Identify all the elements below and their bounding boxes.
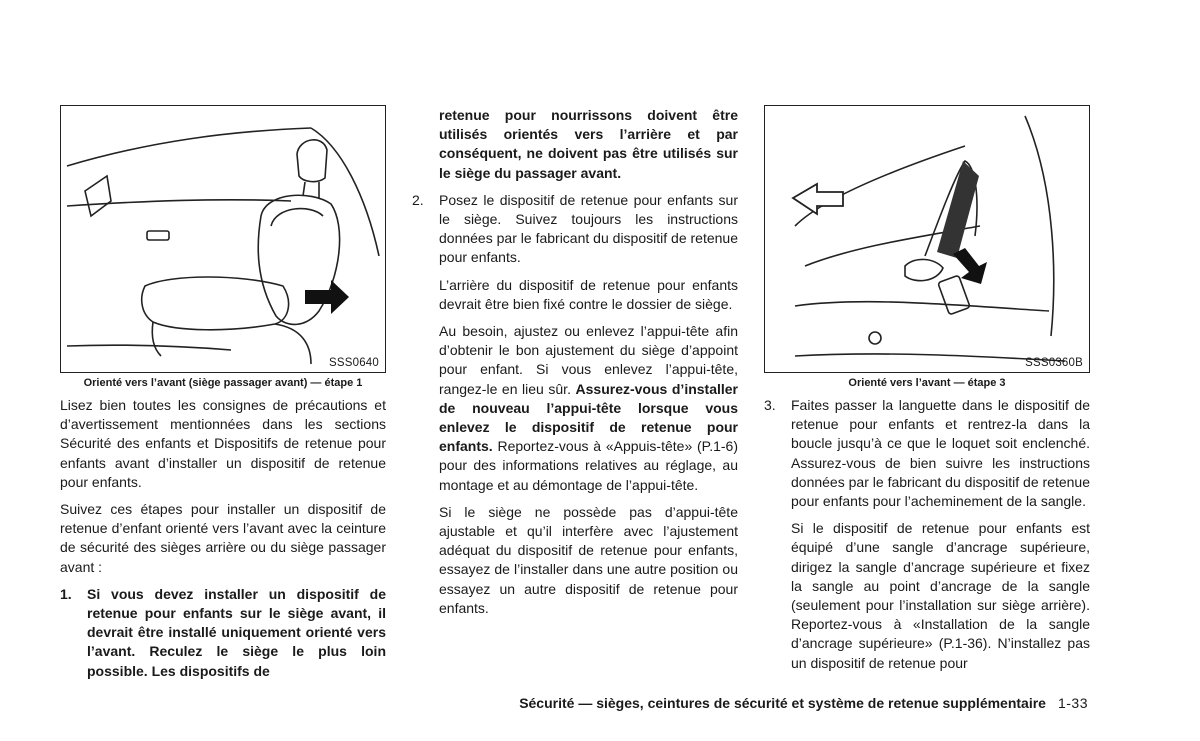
step-text: Faites passer la languette dans le dispositif de retenue pour enfants et rentrez-la dans la boucle jusqu’à ce que le loquet soit enclenché. Assurez-vous de bien suivre les instructions données par le fabricant du dispositif de retenue pour enfants pour l’acheminement de la sangle. [791,397,1090,510]
footer-title: Sécurité — sièges, ceintures de sécurité et système de retenue supplémentaire [519,695,1046,711]
step-number: 1. [60,585,72,602]
step-text: Posez le dispositif de retenue pour enfants sur le siège. Suivez toujours les instructions données par le fabricant du dispositif de retenue pour enfants. [439,191,738,266]
step-text: Si vous devez installer un dispositif de retenue pour enfants sur le siège avant, il devrait être installé uniquement orienté vers l’avant. Reculez le siège le plus loin possible. Les dispositifs de [87,585,386,679]
figure-front-passenger-seat [60,105,386,373]
left-column [60,396,386,689]
figure-code: SSS0640 [329,357,379,369]
steps-intro-paragraph: Suivez ces étapes pour installer un dispositif de retenue d’enfant orienté vers l’avant avec la ceinture de sécurité des sièges arrière ou du siège passager avant : [60,501,386,575]
backward-arrow-icon [793,184,843,214]
step-number: 3. [764,397,776,413]
step-3 [764,396,1090,511]
figure-buckle-insertion [764,105,1090,373]
middle-column [412,106,738,626]
headrest-warning: Assurez-vous d’installer de nouveau l’appui-tête lorsque vous enlevez le dispositif de retenue pour enfants. [439,380,739,455]
step-number: 2. [412,191,424,208]
page-number: 1-33 [1057,695,1088,711]
forward-arrow-icon [305,280,349,314]
headrest-paragraph [412,322,738,495]
buckle-illustration [765,106,1088,371]
no-headrest-paragraph: Si le siège ne possède pas d’appui-tête ajustable et qu’il interfère avec l’ajustement adéquat du dispositif de retenue pour enfants, essayez de l’installer dans une autre position ou essayez un autre dispositif de retenue pour enfants. [439,503,738,616]
seat-illustration [61,106,384,371]
figure-caption: Orienté vers l’avant (siège passager avant) — étape 1 [83,377,363,389]
step-1-continued: retenue pour nourrissons doivent être utilisés orientés vers l’arrière et par conséquent, ne doivent pas être utilisés sur le siège du passager avant. [439,107,738,181]
page-footer [420,695,1088,711]
tether-paragraph: Si le dispositif de retenue pour enfants est équipé d’une sangle d’ancrage supérieure, dirigez la sangle d’ancrage supérieure et fixez la sangle au point d’ancrage de la sangle (seulement pour l’installation sur siège arrière). Reportez-vous à «Installation de la sangle d’ancrage supérieure» (P.1-36). N’installez pas un dispositif de retenue pour [791,520,1090,671]
figure-caption: Orienté vers l’avant — étape 3 [848,377,1006,389]
backrest-paragraph: L’arrière du dispositif de retenue pour enfants devrait être bien fixé contre le dossier de siège. [439,276,738,312]
step-1 [60,585,386,681]
headrest-reference: Reportez-vous à «Appuis-tête» (P.1-6) pour des informations relatives au réglage, au montage et au démontage de l’appui-tête. [439,438,738,493]
insert-arrow-icon [953,248,987,284]
right-column [764,396,1090,681]
step-2 [412,191,738,268]
headrest-text: Au besoin, ajustez ou enlevez l’appui-tête afin d’obtenir le bon ajustement du siège d’appoint pour enfant. Si vous enlevez l’appui-tête, rangez-le en lieu sûr. [439,323,738,397]
figure-code: SSS0360B [1025,357,1083,369]
intro-paragraph: Lisez bien toutes les consignes de précautions et d’avertissement mentionnées dans les sections Sécurité des enfants et Dispositifs de retenue pour enfants avant d’installer un dispositif de retenue pour enfants. [60,397,386,490]
